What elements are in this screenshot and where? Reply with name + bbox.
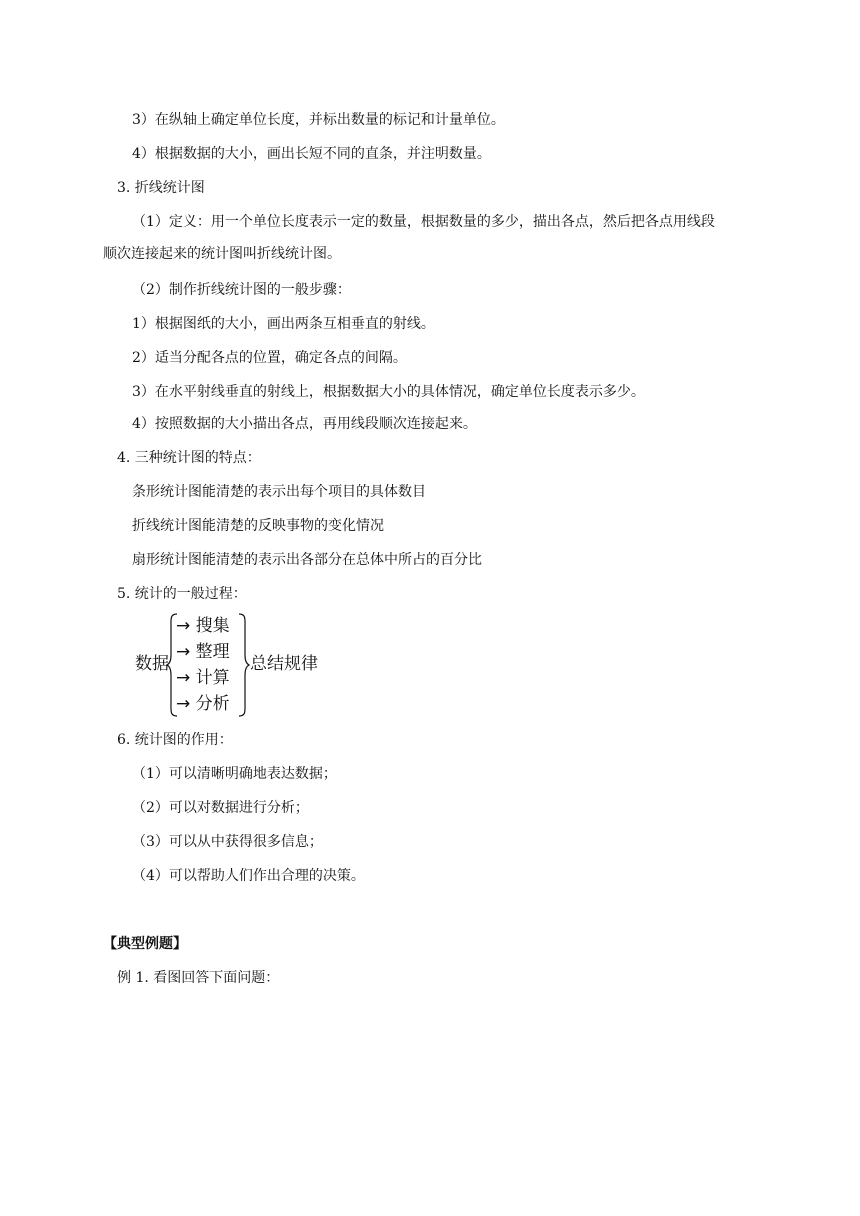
right-brace [238, 613, 250, 717]
bar-step-4: 4）根据数据的大小，画出长短不同的直条，并注明数量。 [132, 146, 491, 162]
use-item: （1）可以清晰明确地表达数据； [132, 766, 337, 782]
line-step-1: 1）根据图纸的大小，画出两条互相垂直的射线。 [132, 316, 435, 332]
line-chart-definition-cont: 顺次连接起来的统计图叫折线统计图。 [103, 246, 341, 262]
use-item: （4）可以帮助人们作出合理的决策。 [132, 868, 365, 884]
line-chart-heading: 3. 折线统计图 [117, 180, 205, 196]
process-heading: 5. 统计的一般过程： [117, 586, 247, 602]
line-chart-definition: （1）定义：用一个单位长度表示一定的数量，根据数量的多少，描出各点，然后把各点用线段 [132, 214, 715, 230]
process-step: → 整理 [176, 642, 230, 662]
feature-pie: 扇形统计图能清楚的表示出各部分在总体中所占的百分比 [132, 552, 482, 568]
use-item: （3）可以从中获得很多信息； [132, 834, 323, 850]
use-item: （2）可以对数据进行分析； [132, 800, 309, 816]
features-heading: 4. 三种统计图的特点： [117, 450, 261, 466]
process-step: → 搜集 [176, 616, 230, 636]
bar-step-3: 3）在纵轴上确定单位长度，并标出数量的标记和计量单位。 [132, 112, 505, 128]
uses-heading: 6. 统计图的作用： [117, 732, 233, 748]
feature-line: 折线统计图能清楚的反映事物的变化情况 [132, 518, 384, 534]
line-chart-steps-heading: （2）制作折线统计图的一般步骤： [132, 282, 351, 298]
line-step-4: 4）按照数据的大小描出各点，再用线段顺次连接起来。 [132, 416, 477, 432]
process-data-label: 数据 [135, 654, 169, 674]
process-result-label: 总结规律 [250, 654, 318, 674]
feature-bar: 条形统计图能清楚的表示出每个项目的具体数目 [132, 484, 426, 500]
examples-heading: 【典型例题】 [103, 936, 187, 952]
example-1-prompt: 例 1. 看图回答下面问题： [117, 970, 280, 986]
process-step: → 计算 [176, 668, 230, 688]
line-step-3: 3）在水平射线垂直的射线上，根据数据大小的具体情况，确定单位长度表示多少。 [132, 384, 645, 400]
process-step: → 分析 [176, 694, 230, 714]
line-step-2: 2）适当分配各点的位置，确定各点的间隔。 [132, 350, 407, 366]
